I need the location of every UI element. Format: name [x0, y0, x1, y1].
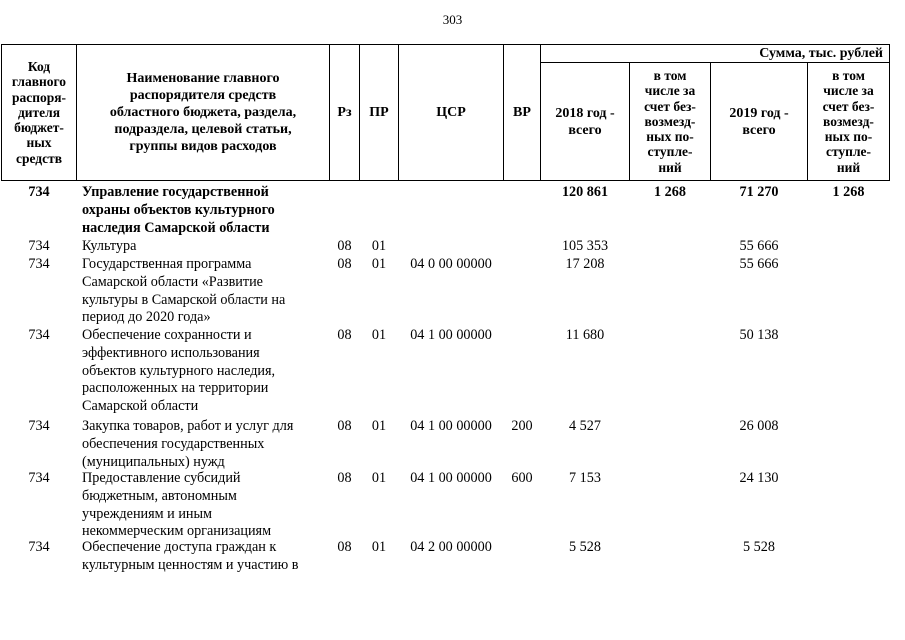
row-2019-total: 71 270: [739, 184, 779, 200]
row-csr: 04 1 00 00000: [410, 470, 492, 486]
row-pr: 01: [371, 418, 387, 434]
row-pr: 01: [371, 238, 387, 254]
row-2018-total: 105 353: [561, 238, 609, 254]
row-code: 734: [28, 256, 50, 272]
row-code: 734: [28, 327, 50, 343]
row-2018-total: 17 208: [565, 256, 605, 272]
header-2018-total: 2018 год - всего: [555, 105, 615, 138]
row-csr: 04 1 00 00000: [410, 418, 492, 434]
row-rz: 08: [337, 539, 352, 555]
header-2019-total: 2019 год - всего: [729, 105, 789, 138]
row-2018-total: 120 861: [561, 184, 609, 200]
row-pr: 01: [371, 327, 387, 343]
row-2019-total: 5 528: [743, 539, 775, 555]
row-name: Обеспечение сохранности и эффективного использования объектов культурного наследия, расположенных на территории Самарской области: [82, 327, 276, 415]
row-code: 734: [28, 539, 50, 555]
header-name: Наименование главного распорядителя средств областного бюджета, раздела, подраздела, целевой статьи, группы видов расходов: [109, 71, 297, 154]
header-2019-free: в том числе за счет без- возмезд- ных по- ступле- ний: [822, 68, 875, 175]
row-2018-total: 4 527: [569, 418, 601, 434]
row-name: Культура: [82, 238, 137, 254]
row-pr: 01: [371, 539, 387, 555]
row-csr: 04 1 00 00000: [410, 327, 492, 343]
row-code: 734: [28, 418, 50, 434]
row-vr: 200: [511, 418, 533, 434]
row-2018-free: 1 268: [654, 184, 686, 200]
row-name: Государственная программа Самарской области «Развитие культуры в Самарской области на период до 2020 года»: [82, 256, 286, 326]
row-vr: 600: [511, 470, 533, 486]
row-name: Закупка товаров, работ и услуг для обеспечения государственных (муниципальных) нужд: [82, 418, 294, 470]
row-code: 734: [28, 470, 50, 486]
row-rz: 08: [337, 327, 352, 343]
header-2018-free: в том числе за счет без- возмезд- ных по- ступле- ний: [644, 68, 696, 175]
header-rz: Рз: [337, 105, 352, 120]
row-rz: 08: [337, 418, 352, 434]
page-number: 303: [442, 12, 463, 27]
header-sum-group: Сумма, тыс. рублей: [759, 46, 883, 61]
row-rz: 08: [337, 470, 352, 486]
row-rz: 08: [337, 238, 352, 254]
row-2018-total: 7 153: [569, 470, 601, 486]
row-2019-total: 55 666: [739, 238, 779, 254]
header-code: Код главного распоря- дителя бюджет- ных средств: [11, 59, 67, 166]
row-name: Обеспечение доступа граждан к культурным ценностям и участию в: [82, 539, 299, 573]
row-code: 734: [28, 184, 50, 200]
header-csr: ЦСР: [436, 105, 466, 120]
row-2019-total: 50 138: [739, 327, 779, 343]
header-pr: ПР: [369, 105, 389, 120]
header-vr: ВР: [513, 105, 531, 120]
row-name: Управление государственной охраны объектов культурного наследия Самарской области: [82, 184, 275, 236]
row-code: 734: [28, 238, 50, 254]
row-2019-free: 1 268: [832, 184, 865, 200]
row-2019-total: 55 666: [739, 256, 779, 272]
row-pr: 01: [371, 470, 387, 486]
row-csr: 04 0 00 00000: [410, 256, 492, 272]
row-2019-total: 26 008: [739, 418, 779, 434]
row-name: Предоставление субсидий бюджетным, автономным учреждениям и иным некоммерческим организациям: [82, 470, 272, 540]
row-rz: 08: [337, 256, 352, 272]
row-pr: 01: [371, 256, 387, 272]
row-2019-total: 24 130: [739, 470, 779, 486]
row-csr: 04 2 00 00000: [410, 539, 492, 555]
row-2018-total: 11 680: [565, 327, 605, 343]
row-2018-total: 5 528: [569, 539, 601, 555]
